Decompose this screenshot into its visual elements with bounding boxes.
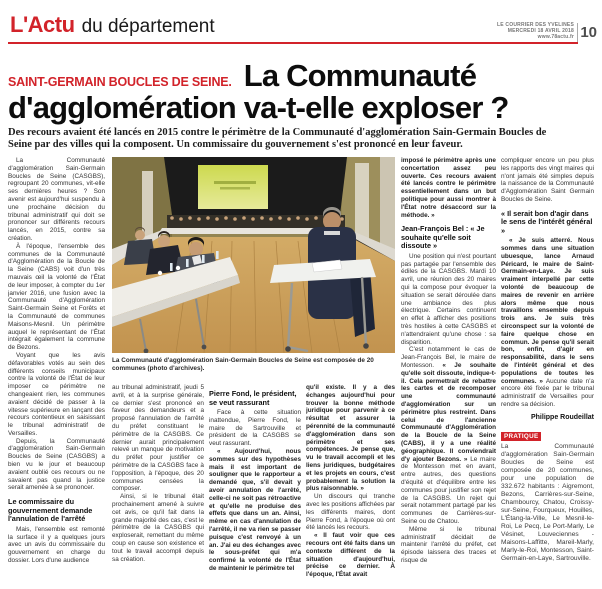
column-1 bbox=[8, 157, 105, 589]
masthead bbox=[10, 12, 215, 38]
quote-paragraph: « Aujourd'hui, nous sommes sur des hypothèses mais il est important de souligner que le rapporteur a demandé que, s'il devait y avoir annulation de l'arrêté, celle-ci ne soit pas rétroactive et qu'elle ne produise des effets que dans un an. Ainsi, même en cas d'annulation de l'arrêté, il ne va rien se passer puisque c'est renvoyé à un an. J'ai eu des échanges avec le sous-préfet qui m'a confirmé la volonté de l'État de maintenir le périmètre tel bbox=[209, 447, 301, 572]
crosshead-interet-general: « Il serait bon d'agir dans le sens de l'intérêt général » bbox=[501, 208, 593, 235]
photo-caption: La Communauté d'agglomération Sain-Germain Boucles de Seine est composée de 20 communes (photo d'archives). bbox=[112, 357, 374, 372]
column-2 bbox=[112, 384, 204, 589]
paragraph-rest: Le maire de Montesson met en avant, entre autres, des questions d'équité et d'équilibre entre les communes pour justifier son rejet de la CASGBS. Un rejet qui serait notamment partagé par les communes de Carrières-sur-Seine ou de Chatou. bbox=[401, 455, 496, 525]
kicker: SAINT-GERMAIN BOUCLES DE SEINE. bbox=[8, 75, 232, 89]
paragraph bbox=[501, 237, 594, 409]
column-3 bbox=[209, 384, 301, 589]
quote-paragraph: « Il faut voir que ces recours ont été faits dans un contexte différent de la situation d'aujourd'hui, précise ce dernier. À l'époque, l'État avait bbox=[306, 532, 395, 579]
paragraph: À l'époque, l'ensemble des communes de la Communauté d'Agglomération de la Boucle de la Seine (CABS) voit d'un très mauvais œil la volonté de l'État de leur imposer, à compter du 1er janvier 2016, une fusion avec la Communauté d'Agglomération Saint-Germain Seine et Forêts et la Communauté de communes Maisons-Mesnil. Un périmètre auquel le représentant de l'État intégrait également la commune de Bezons. bbox=[8, 242, 105, 352]
paragraph: Une position qui n'est pourtant pas partagée par l'ensemble des édiles de la CASGBS. Mardi 10 avril, une réunion des 20 maires qui la compose pour évoquer la situation se serait déroulée dans une ambiance des plus électrique. Certains continuent en effet à afficher des positions très hostiles à cette CASGBS et n'attendraient qu'une chose : sa disparition. bbox=[401, 252, 496, 346]
pratique-box bbox=[501, 432, 594, 564]
author-byline: Philippe Roudeillat bbox=[530, 413, 594, 421]
headline-row-1 bbox=[8, 60, 594, 91]
issue-date: MERCREDI 18 AVRIL 2018 bbox=[507, 28, 574, 34]
paragraph bbox=[401, 346, 496, 525]
headline-line2: d'agglomération va-t-elle exploser ? bbox=[8, 90, 509, 125]
meeting-photo bbox=[112, 157, 395, 353]
paragraph-intro: C'est notamment le cas de Jean-François Bel, le maire de Montesson. bbox=[401, 346, 496, 370]
edition-meta bbox=[497, 22, 574, 40]
standfirst: Des recours avaient été lancés en 2015 contre le périmètre de la Communauté d'agglomération Sain-Germain Boucles de Seine par des villes qui la composent. Un commissaire du gouvernement s'est prononcé en leur faveur. bbox=[8, 127, 547, 150]
paragraph: Ainsi, si le tribunal était prochainement amené à suivre cet avis, ce qu'il fait dans la grande majorité des cas, c'est le périmètre de la CASGBS qui exploserait, remettant du même coup en cause son existence et tout le travail accompli depuis sa création. bbox=[112, 493, 204, 563]
quote-text: « Je suis atterré. Nous sommes dans une situation ubuesque, lance Arnaud Péricard, le maire de Saint-Germain-en-Laye. Je suis vraiment interpellé par cette volonté de beaucoup de maires de revenir en arrière alors même que nous travaillons ensemble depuis trois ans. Je suis très circonspect sur la volonté de faire quelque chose en commun. Je pense qu'il serait bon, enfin, d'agir en responsabilité, dans le sens de l'intérêt général et des populations de toutes les communes. » bbox=[501, 237, 594, 385]
quote-paragraph: qu'il existe. Il y a des échanges aujourd'hui pour trouver la bonne méthode juridique pour parvenir à ce résultat et assurer la pérennité de la communauté d'agglomération dans son périmètre et ses compétences. Je pense que, vu le travail accompli et les liens juridiques, budgétaires et les projets en cours, c'est probablement la solution la plus raisonnable. » bbox=[306, 384, 395, 493]
paragraph: Face à cette situation inattendue, Pierre Fond, le maire de Sartrouville et président de la CASGBS se veut rassurant. bbox=[209, 409, 301, 448]
paragraph: compliquer encore un peu plus les rapports des vingt maires qui n'ont jamais été simples depuis la naissance de la Communauté d'Agglomération Saint Germain Boucles de Seine. bbox=[501, 157, 594, 203]
paragraph: au tribunal administratif, jeudi 5 avril, et à la surprise générale, ce dernier s'est prononcé en faveur des demandeurs et a proposé l'annulation de l'arrêté du préfet constituant le périmètre de la CASGBS. Ce dernier aurait principalement relevé un manque de motivation du préfet pour justifier ce périmètre de la CASGBS face à l'opposition, à l'époque, des 20 communes censées la composer. bbox=[112, 384, 204, 493]
page-number-divider bbox=[577, 23, 578, 42]
paper-name: LE COURRIER DES YVELINES bbox=[497, 22, 574, 28]
headline-line1: La Communauté bbox=[243, 58, 477, 93]
paragraph: La Communauté d'agglomération Sain-Germain Boucles de Seine (CASGBS), regroupant 20 communes, vit-elle ses dernières heures ? Son avenir est aujourd'hui suspendu à une prochaine décision du tribunal administratif qui doit se prononcer sur différents recours lancés, en 2015, contre sa création. bbox=[8, 157, 105, 242]
crosshead-commissaire: Le commissaire du gouvernement demande l'annulation de l'arrêté bbox=[8, 497, 93, 524]
column-5 bbox=[401, 157, 496, 589]
pratique-label: PRATIQUE bbox=[501, 432, 541, 442]
section-brand: L'Actu bbox=[10, 12, 75, 37]
column-4 bbox=[306, 384, 395, 589]
section-brand-suffix: du département bbox=[81, 16, 215, 37]
quote-text: « Je souhaite qu'elle soit dissoute, indique-t-il. Cela permettrait de rebattre les cartes et de recomposer une communauté d'agglomération sur un périmètre plus restreint. Dans celui de l'ancienne Communauté d'Agglomération de la Boucle de la Seine (CABS), il y a une réalité géographique. Il conviendrait d'y ajouter Bezons. » bbox=[401, 362, 496, 463]
paragraph: Depuis, la Communauté d'agglomération Sain-Germain Boucles de Seine (CASGBS) a bien vu le jour et beaucoup avaient oublié ces recours ou ne savaient pas quand la justice serait amenée à se prononcer. bbox=[8, 437, 105, 492]
masthead-rule bbox=[8, 42, 578, 44]
meeting-photo-illustration bbox=[112, 157, 395, 353]
website-url: www.78actu.fr bbox=[537, 34, 574, 40]
page-number: 10 bbox=[580, 24, 597, 41]
column-6 bbox=[501, 157, 594, 589]
paragraph: Même si le tribunal administratif décidait de maintenir l'arrêté du préfet, cet épisode laissera des traces et risque de bbox=[401, 525, 496, 564]
pratique-text: La Communauté d'agglomération Sain-Germain Boucles de Seine est composée de 20 communes, pour une population de 332.672 habitants : Aigremont, Bezons, Carrières-sur-Seine, Chambourcy, Chatou, Croissy-sur-Seine, Fourqueux, Houilles, L'Étang-la-Ville, Le Mesnil-le-Roi, Le Pecq, Le Port-Marly, Le Vésinet, Louveciennes - Maisons-Laffitte, Mareil-Marly, Marly-le-Roi, Montesson, Saint-Germain-en-Laye, Sartrouville. bbox=[501, 443, 594, 563]
crosshead-jean-francois-bel: Jean-François Bel : « Je souhaite qu'elle soit dissoute » bbox=[401, 224, 485, 251]
crosshead-pierre-fond: Pierre Fond, le président, se veut rassurant bbox=[209, 389, 297, 407]
paragraph-rest: Aucune date n'a encore été fixée par le tribunal administratif de Versailles pour rendre sa décision. bbox=[501, 377, 594, 409]
paragraph: Mais, l'ensemble est remonté la surface il y a quelques jours avec un avis du commissaire du gouvernement en charge du dossier. Lors d'une audience bbox=[8, 525, 105, 564]
quote-paragraph: imposé le périmètre après une concertation assez peu ouverte. Ces recours avaient été lancés contre le périmètre essentiellement dans un but politique pour aussi montrer à l'État notre désaccord sur la méthode. » bbox=[401, 157, 496, 219]
delegates-row bbox=[167, 215, 345, 228]
paragraph: Un discours qui tranche avec les positions affichées par les différents maires, dont Pierre Fond, à l'époque où ont été lancés les recours. bbox=[306, 493, 395, 532]
paragraph: Voyant que les avis défavorables votés au sein des différents conseils municipaux contre la volonté de l'État de leur imposer ce périmètre ne changeaient rien, les communes avaient décidé de passer à la vitesse supérieure en lançant des recours contentieux en saisissant le tribunal administratif de Versailles. bbox=[8, 351, 105, 437]
